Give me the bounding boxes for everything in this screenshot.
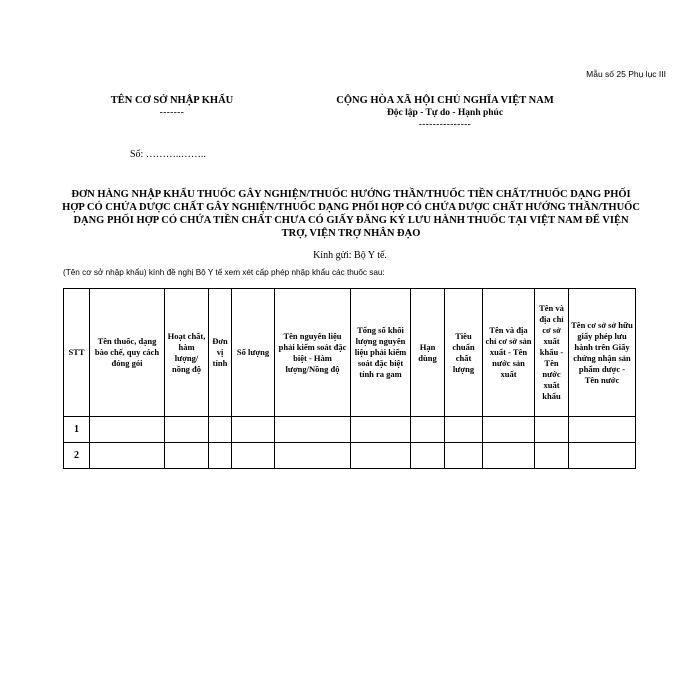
importer-name-label: TÊN CƠ SỞ NHẬP KHẨU	[110, 95, 234, 106]
national-motto: Độc lập - Tự do - Hạnh phúc	[386, 108, 504, 118]
column-header: Tên cơ sở sở hữu giấy phép lưu hành trên Giấy chứng nhận sản phẩm dược - Tên nước	[569, 289, 636, 417]
column-header: Tên và địa chỉ cơ sở sản xuất - Tên nước sản xuất	[483, 289, 535, 417]
table-cell[interactable]	[411, 443, 445, 469]
table-cell[interactable]	[351, 417, 411, 443]
table-cell[interactable]	[209, 443, 232, 469]
column-header: Tên và địa chỉ cơ sở xuất khẩu - Tên nước xuất khẩu	[535, 289, 569, 417]
table-cell[interactable]	[209, 417, 232, 443]
table-cell[interactable]	[445, 417, 483, 443]
document-number: Số: ………..……..	[130, 149, 206, 160]
table-cell[interactable]	[535, 417, 569, 443]
table-row	[64, 443, 636, 469]
table-cell[interactable]	[165, 417, 209, 443]
table-cell[interactable]	[569, 417, 636, 443]
column-header: Số lượng	[232, 289, 275, 417]
column-header: STT	[64, 289, 90, 417]
table-body	[64, 417, 636, 469]
motto-underline: ---------------	[418, 119, 472, 129]
country-name: CỘNG HÒA XÃ HỘI CHỦ NGHĨA VIỆT NAM	[336, 95, 554, 106]
column-header: Đơn vị tính	[209, 289, 232, 417]
table-header-row	[64, 289, 636, 417]
importer-underline: -------	[159, 107, 185, 117]
table-cell[interactable]	[275, 417, 351, 443]
column-header: Hoạt chất, hàm lượng/ nồng độ	[165, 289, 209, 417]
table-cell[interactable]	[90, 417, 165, 443]
greeting: Kính gửi: Bộ Y tế.	[313, 250, 387, 261]
table-cell[interactable]	[90, 443, 165, 469]
table-cell[interactable]	[165, 443, 209, 469]
table-cell[interactable]	[232, 443, 275, 469]
table-cell[interactable]	[275, 443, 351, 469]
table-cell[interactable]	[411, 417, 445, 443]
row-number-cell: 2	[64, 443, 90, 469]
column-header: Tên nguyên liệu phải kiểm soát đặc biệt - Hàm lượng/Nồng độ	[275, 289, 351, 417]
table-cell[interactable]	[351, 443, 411, 469]
importer-header	[92, 95, 252, 117]
document-title: ĐƠN HÀNG NHẬP KHẨU THUỐC GÂY NGHIỆN/THUỐC HƯỚNG THẦN/THUỐC TIỀN CHẤT/THUỐC DẠNG PHỐI HỢP CÓ CHỨA DƯỢC CHẤT GÂY NGHIỆN/THUỐC DẠNG PHỐI HỢP CÓ CHỨA DƯỢC CHẤT HƯỚNG THẦN/THUỐC DẠNG PHỐI HỢP CÓ CHỨA TIỀN CHẤT CHƯA CÓ GIẤY ĐĂNG KÝ LƯU HÀNH THUỐC TẠI VIỆT NAM ĐỂ VIỆN TRỢ, VIỆN TRỢ NHÂN ĐẠO	[62, 189, 640, 239]
table-cell[interactable]	[569, 443, 636, 469]
column-header: Tên thuốc, dạng bào chế, quy cách đóng gói	[90, 289, 165, 417]
table-cell[interactable]	[232, 417, 275, 443]
column-header: Tiêu chuẩn chất lượng	[445, 289, 483, 417]
table-cell[interactable]	[483, 443, 535, 469]
table-cell[interactable]	[535, 443, 569, 469]
table-cell[interactable]	[445, 443, 483, 469]
table-cell[interactable]	[483, 417, 535, 443]
table-row	[64, 417, 636, 443]
column-header: Hạn dùng	[411, 289, 445, 417]
column-header: Tổng số khối lượng nguyên liệu phải kiểm soát đặc biệt tính ra gam	[351, 289, 411, 417]
row-number-cell: 1	[64, 417, 90, 443]
national-header	[320, 95, 570, 129]
form-code: Mẫu số 25 Phụ lục III	[586, 69, 666, 79]
import-order-table	[63, 288, 636, 469]
intro-text: (Tên cơ sở nhập khẩu) kính đề nghị Bộ Y tế xem xét cấp phép nhập khẩu các thuốc sau:	[63, 268, 385, 277]
